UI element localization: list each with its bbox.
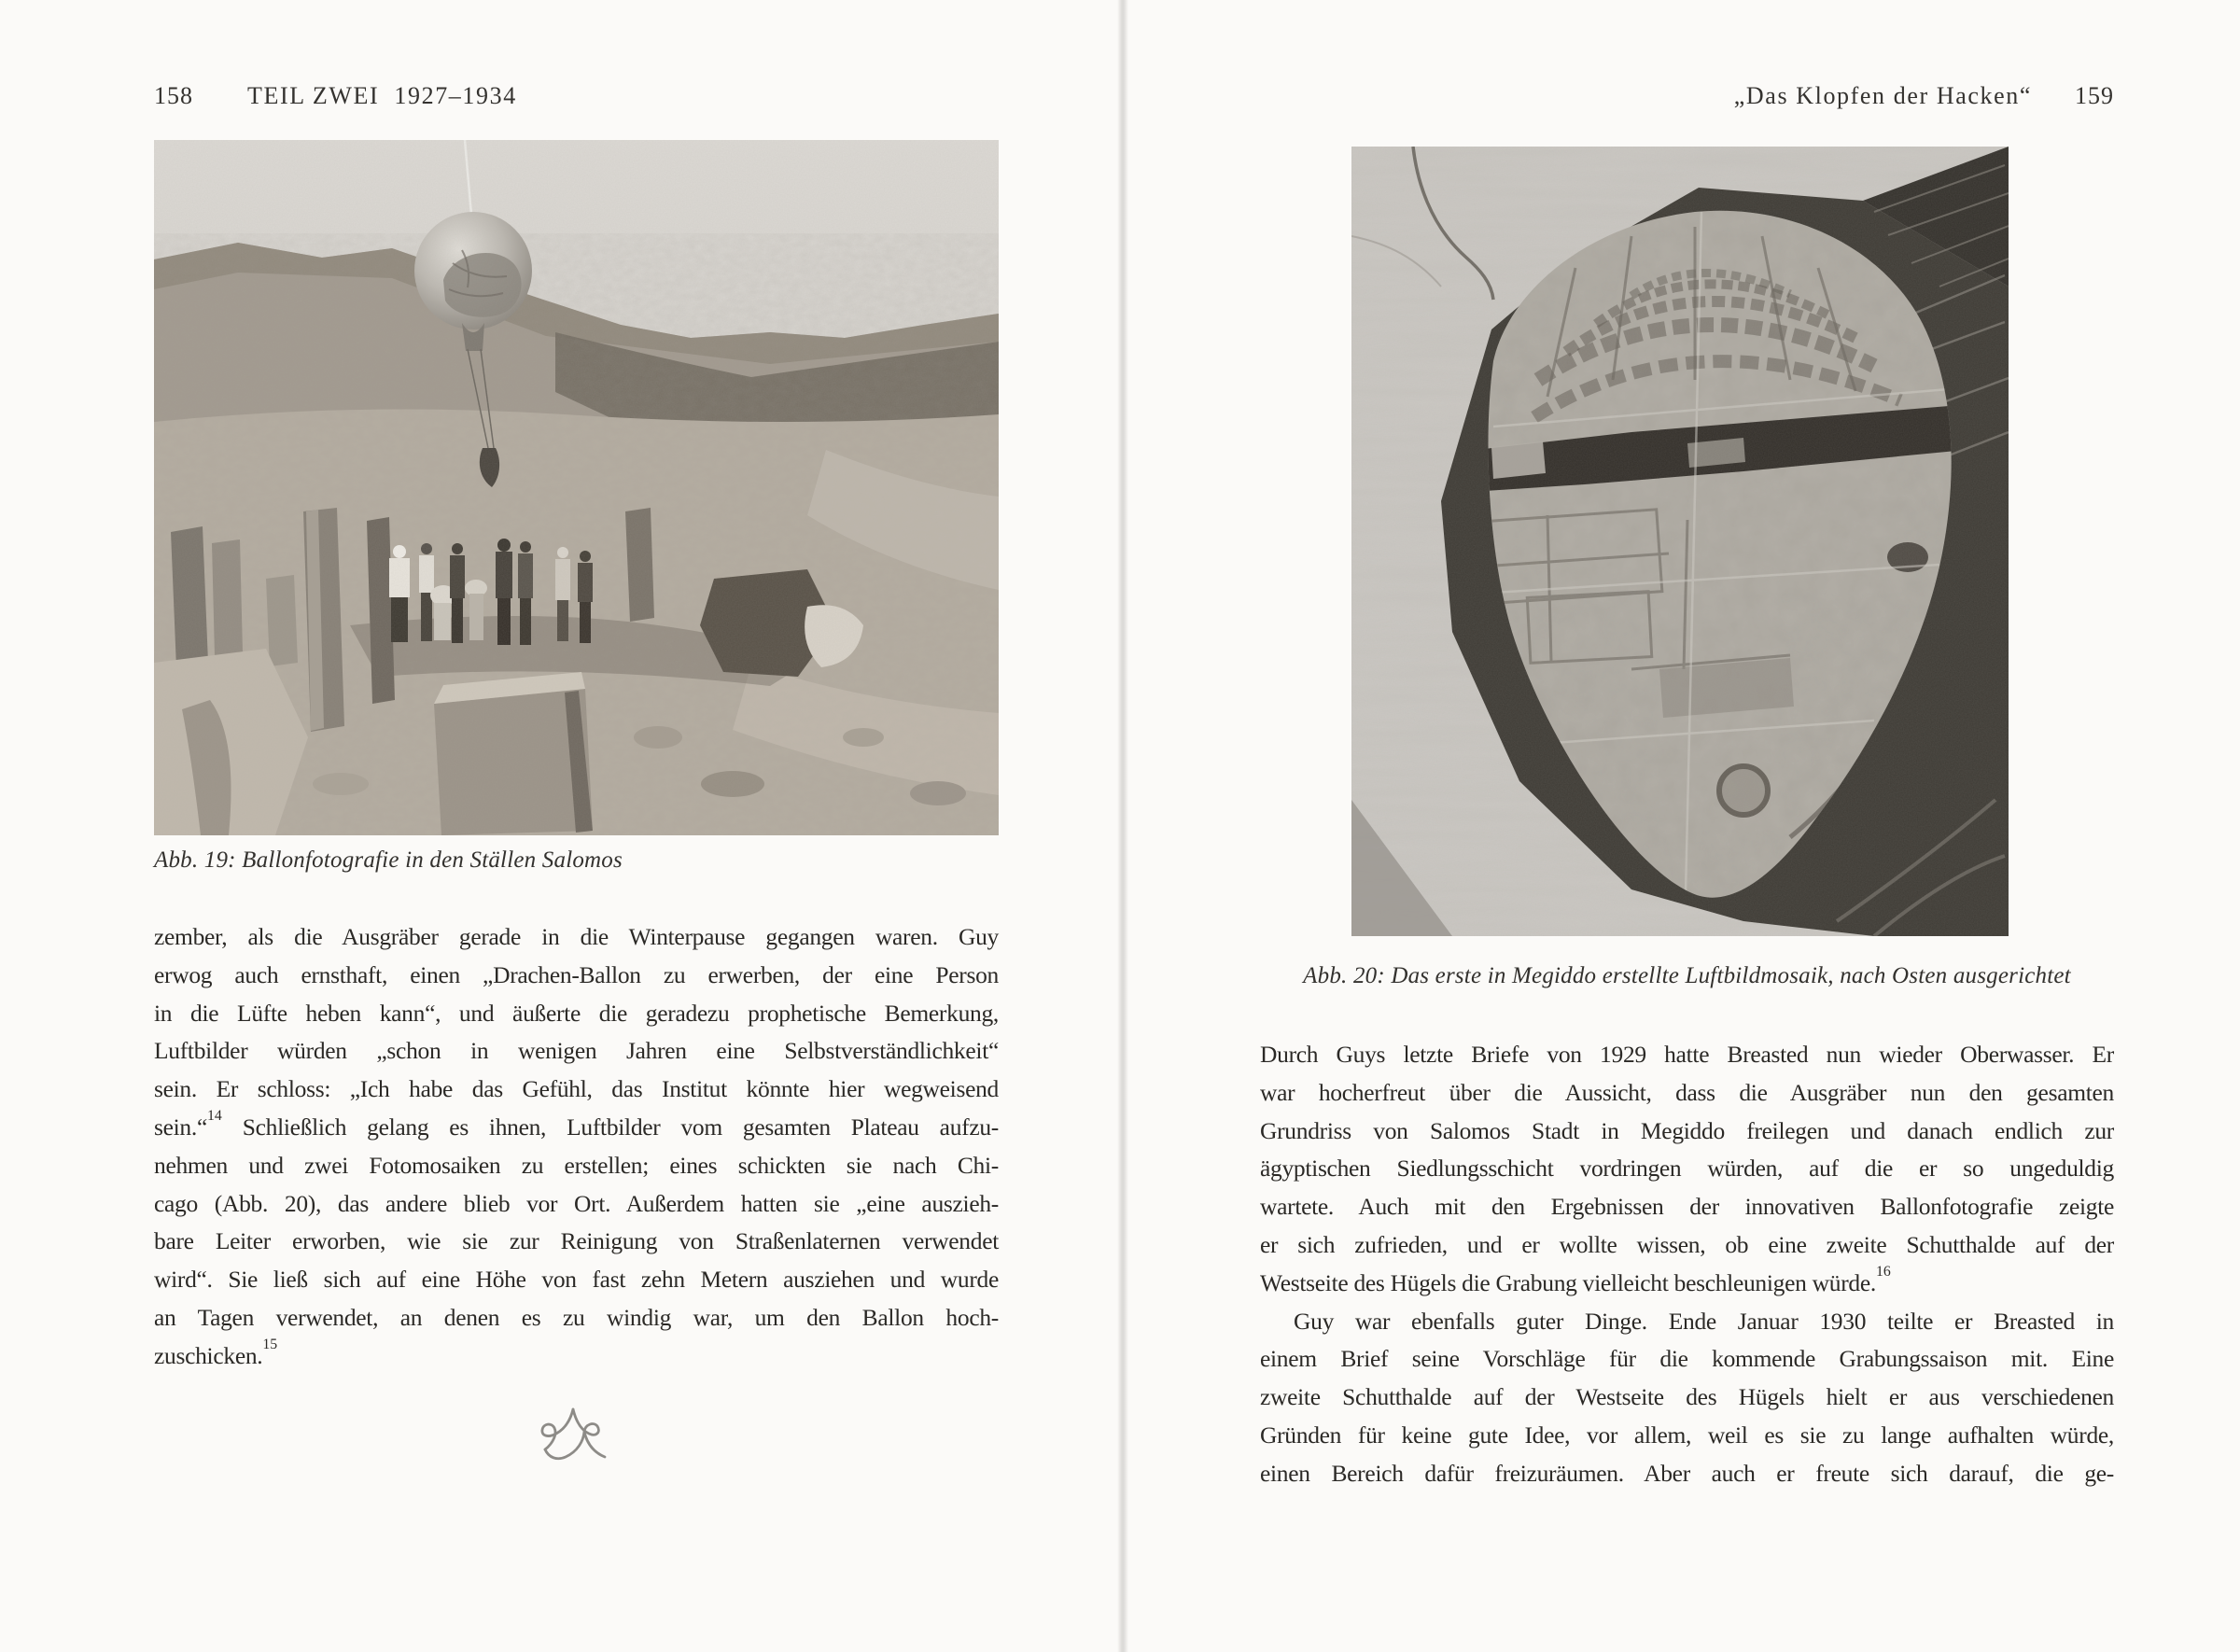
text-line: zweite Schutthalde auf der Westseite des Hügels hielt er aus verschiedenen: [1260, 1383, 2114, 1411]
text-line: sein. Er schloss: „Ich habe das Gefühl, das Institut könnte hier wegweisend: [154, 1075, 999, 1103]
text-line: bare Leiter erworben, wie sie zur Reinigung von Straßenlaternen verwendet: [154, 1227, 999, 1255]
figure-20-photo: [1351, 147, 2009, 936]
text-line: Gründen für keine gute Idee, vor allem, weil es sie zu lange aufhalten würde,: [1260, 1421, 2114, 1449]
text-line: Luftbilder würden „schon in wenigen Jahren eine Selbstverständlichkeit“: [154, 1037, 999, 1065]
text-line: in die Lüfte heben kann“, und äußerte die geradezu prophetische Bemerkung,: [154, 999, 999, 1027]
text-line: erwog auch ernsthaft, einen „Drachen-Ballon zu erwerben, der eine Person: [154, 960, 999, 988]
text-line: er sich zufrieden, und er wollte wissen, ob eine zweite Schutthalde auf der: [1260, 1230, 2114, 1258]
figure-20-caption: Abb. 20: Das erste in Megiddo erstellte Luftbildmosaik, nach Osten ausgerichtet: [1303, 963, 2071, 988]
text-line: Durch Guys letzte Briefe von 1929 hatte Breasted nun wieder Oberwasser. Er: [1260, 1041, 2114, 1068]
body-text-left: [154, 918, 999, 1376]
footnote-marker: 15: [262, 1336, 278, 1352]
figure-19-photo: [154, 140, 999, 835]
text-line: Guy war ebenfalls guter Dinge. Ende Januar 1930 teilte er Breasted in: [1294, 1307, 2114, 1335]
page-number-left: 158: [154, 82, 193, 109]
running-title-right: „Das Klopfen der Hacken“: [1733, 82, 2032, 109]
text-line: sein.“$^{14}$ Schließlich gelang es ihnen, Luftbilder vom gesamten Plateau aufzu-: [154, 1107, 999, 1141]
section-divider-ornament: [536, 1406, 610, 1471]
aerial-mosaic-illustration: [1351, 147, 2009, 936]
text-line: zember, als die Ausgräber gerade in die Winterpause gegangen waren. Guy: [154, 923, 999, 950]
text-line: Grundriss von Salomos Stadt in Megiddo freilegen und danach endlich zur: [1260, 1116, 2114, 1144]
text-line: nehmen und zwei Fotomosaiken zu erstellen; eines schickten sie nach Chi-: [154, 1151, 999, 1179]
footnote-marker: 16: [1875, 1263, 1891, 1280]
page-gutter: [1117, 0, 1128, 1652]
balloon-over-excavation-illustration: [154, 140, 999, 835]
body-text-right: [1260, 1036, 2114, 1493]
text-line: ägyptischen Siedlungsschicht vordringen würden, auf die er so ungeduldig: [1260, 1155, 2114, 1183]
text-line: wird“. Sie ließ sich auf eine Höhe von fast zehn Metern ausziehen und wurde: [154, 1266, 999, 1294]
text-line: war hocherfreut über die Aussicht, dass die Ausgräber nun den gesamten: [1260, 1078, 2114, 1106]
text-line: wartete. Auch mit den Ergebnissen der innovativen Ballonfotografie zeigte: [1260, 1193, 2114, 1221]
text-line: an Tagen verwendet, an denen es zu windig war, um den Ballon hoch-: [154, 1303, 999, 1331]
figure-19-caption: Abb. 19: Ballonfotografie in den Ställen Salomos: [154, 847, 623, 873]
running-title-left: TEIL ZWEI 1927–1934: [247, 82, 517, 109]
running-header-left: [154, 82, 999, 110]
text-line: cago (Abb. 20), das andere blieb vor Ort. Außerdem hatten sie „eine auszieh-: [154, 1189, 999, 1217]
text-line: einem Brief seine Vorschläge für die kommende Grabungssaison mit. Eine: [1260, 1345, 2114, 1373]
text-line: zuschicken.$^{15}$: [154, 1336, 278, 1369]
footnote-marker: 14: [206, 1107, 222, 1124]
page-number-right: 159: [2075, 82, 2114, 109]
text-line: einen Bereich dafür freizuräumen. Aber auch er freute sich darauf, die ge-: [1260, 1459, 2114, 1487]
running-header-right: [1260, 82, 2114, 110]
text-line: Westseite des Hügels die Grabung vielleicht beschleunigen würde.$^{16}$: [1260, 1263, 1891, 1296]
